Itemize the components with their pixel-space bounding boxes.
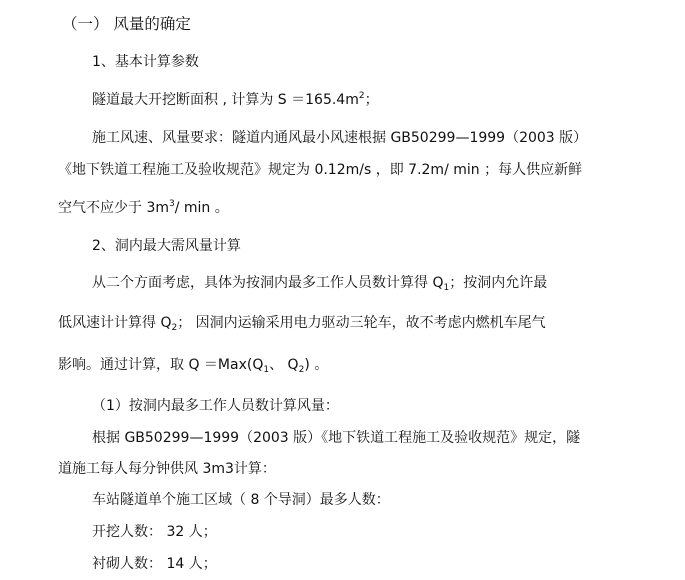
- paragraph-standard-line2: 道施工每人每分钟供风 3m3计算：: [58, 461, 276, 477]
- text-segment: ) 。: [304, 357, 329, 373]
- subscript: 1: [263, 365, 270, 375]
- text-segment: 影响。通过计算，取 Q ＝Max(Q: [58, 357, 264, 373]
- text-segment: 、 Q: [269, 357, 299, 373]
- section-heading: （一） 风量的确定: [62, 15, 191, 33]
- paragraph-lining-count: 衬砌人数： 14 人；: [92, 556, 217, 572]
- text-segment: 低风速计计算得 Q: [58, 315, 172, 331]
- item-by-max-workers: （1）按洞内最多工作人员数计算风量：: [92, 398, 339, 414]
- subsection-max-air-demand: 2、洞内最大需风量计算: [92, 238, 241, 254]
- text-segment: ；: [364, 92, 379, 108]
- superscript: 3: [169, 199, 175, 209]
- paragraph-standard-line1: 根据 GB50299—1999（2003 版）《地下铁道工程施工及验收规范》规定，隧: [92, 430, 581, 446]
- subscript: 2: [171, 323, 178, 333]
- subscript: 1: [443, 283, 450, 293]
- superscript: 2: [358, 91, 365, 101]
- text-segment: ；按洞内允许最: [449, 275, 548, 291]
- paragraph-two-aspects-line3: [58, 355, 328, 375]
- text-segment: 从二个方面考虑，具体为按洞内最多工作人员数计算得 Q: [92, 275, 444, 291]
- paragraph-max-excavation-area: [92, 90, 379, 110]
- paragraph-wind-speed-line1: 施工风速、风量要求：隧道内通风最小风速根据 GB50299—1999（2003 版）: [92, 130, 588, 146]
- text-segment: / min 。: [174, 200, 229, 216]
- subsection-basic-parameters: 1、基本计算参数: [92, 54, 199, 70]
- subscript: 2: [298, 365, 305, 375]
- paragraph-excavation-count: 开挖人数： 32 人；: [92, 524, 217, 540]
- text-segment: 隧道最大开挖断面积 , 计算为 S ＝165.4m: [92, 92, 359, 108]
- paragraph-wind-speed-line2: 《地下铁道工程施工及验收规范》规定为 0.12m/s ，即 7.2m/ min ；每人供应新鲜: [58, 162, 583, 178]
- text-segment: 空气不应少于 3m: [58, 200, 169, 216]
- paragraph-two-aspects-line1: [92, 273, 547, 293]
- text-segment: ； 因洞内运输采用电力驱动三轮车，故不考虑内燃机车尾气: [177, 315, 546, 331]
- paragraph-max-people: 车站隧道单个施工区域（ 8 个导洞）最多人数：: [92, 492, 390, 508]
- paragraph-wind-speed-line3: [58, 198, 229, 218]
- paragraph-two-aspects-line2: [58, 313, 546, 333]
